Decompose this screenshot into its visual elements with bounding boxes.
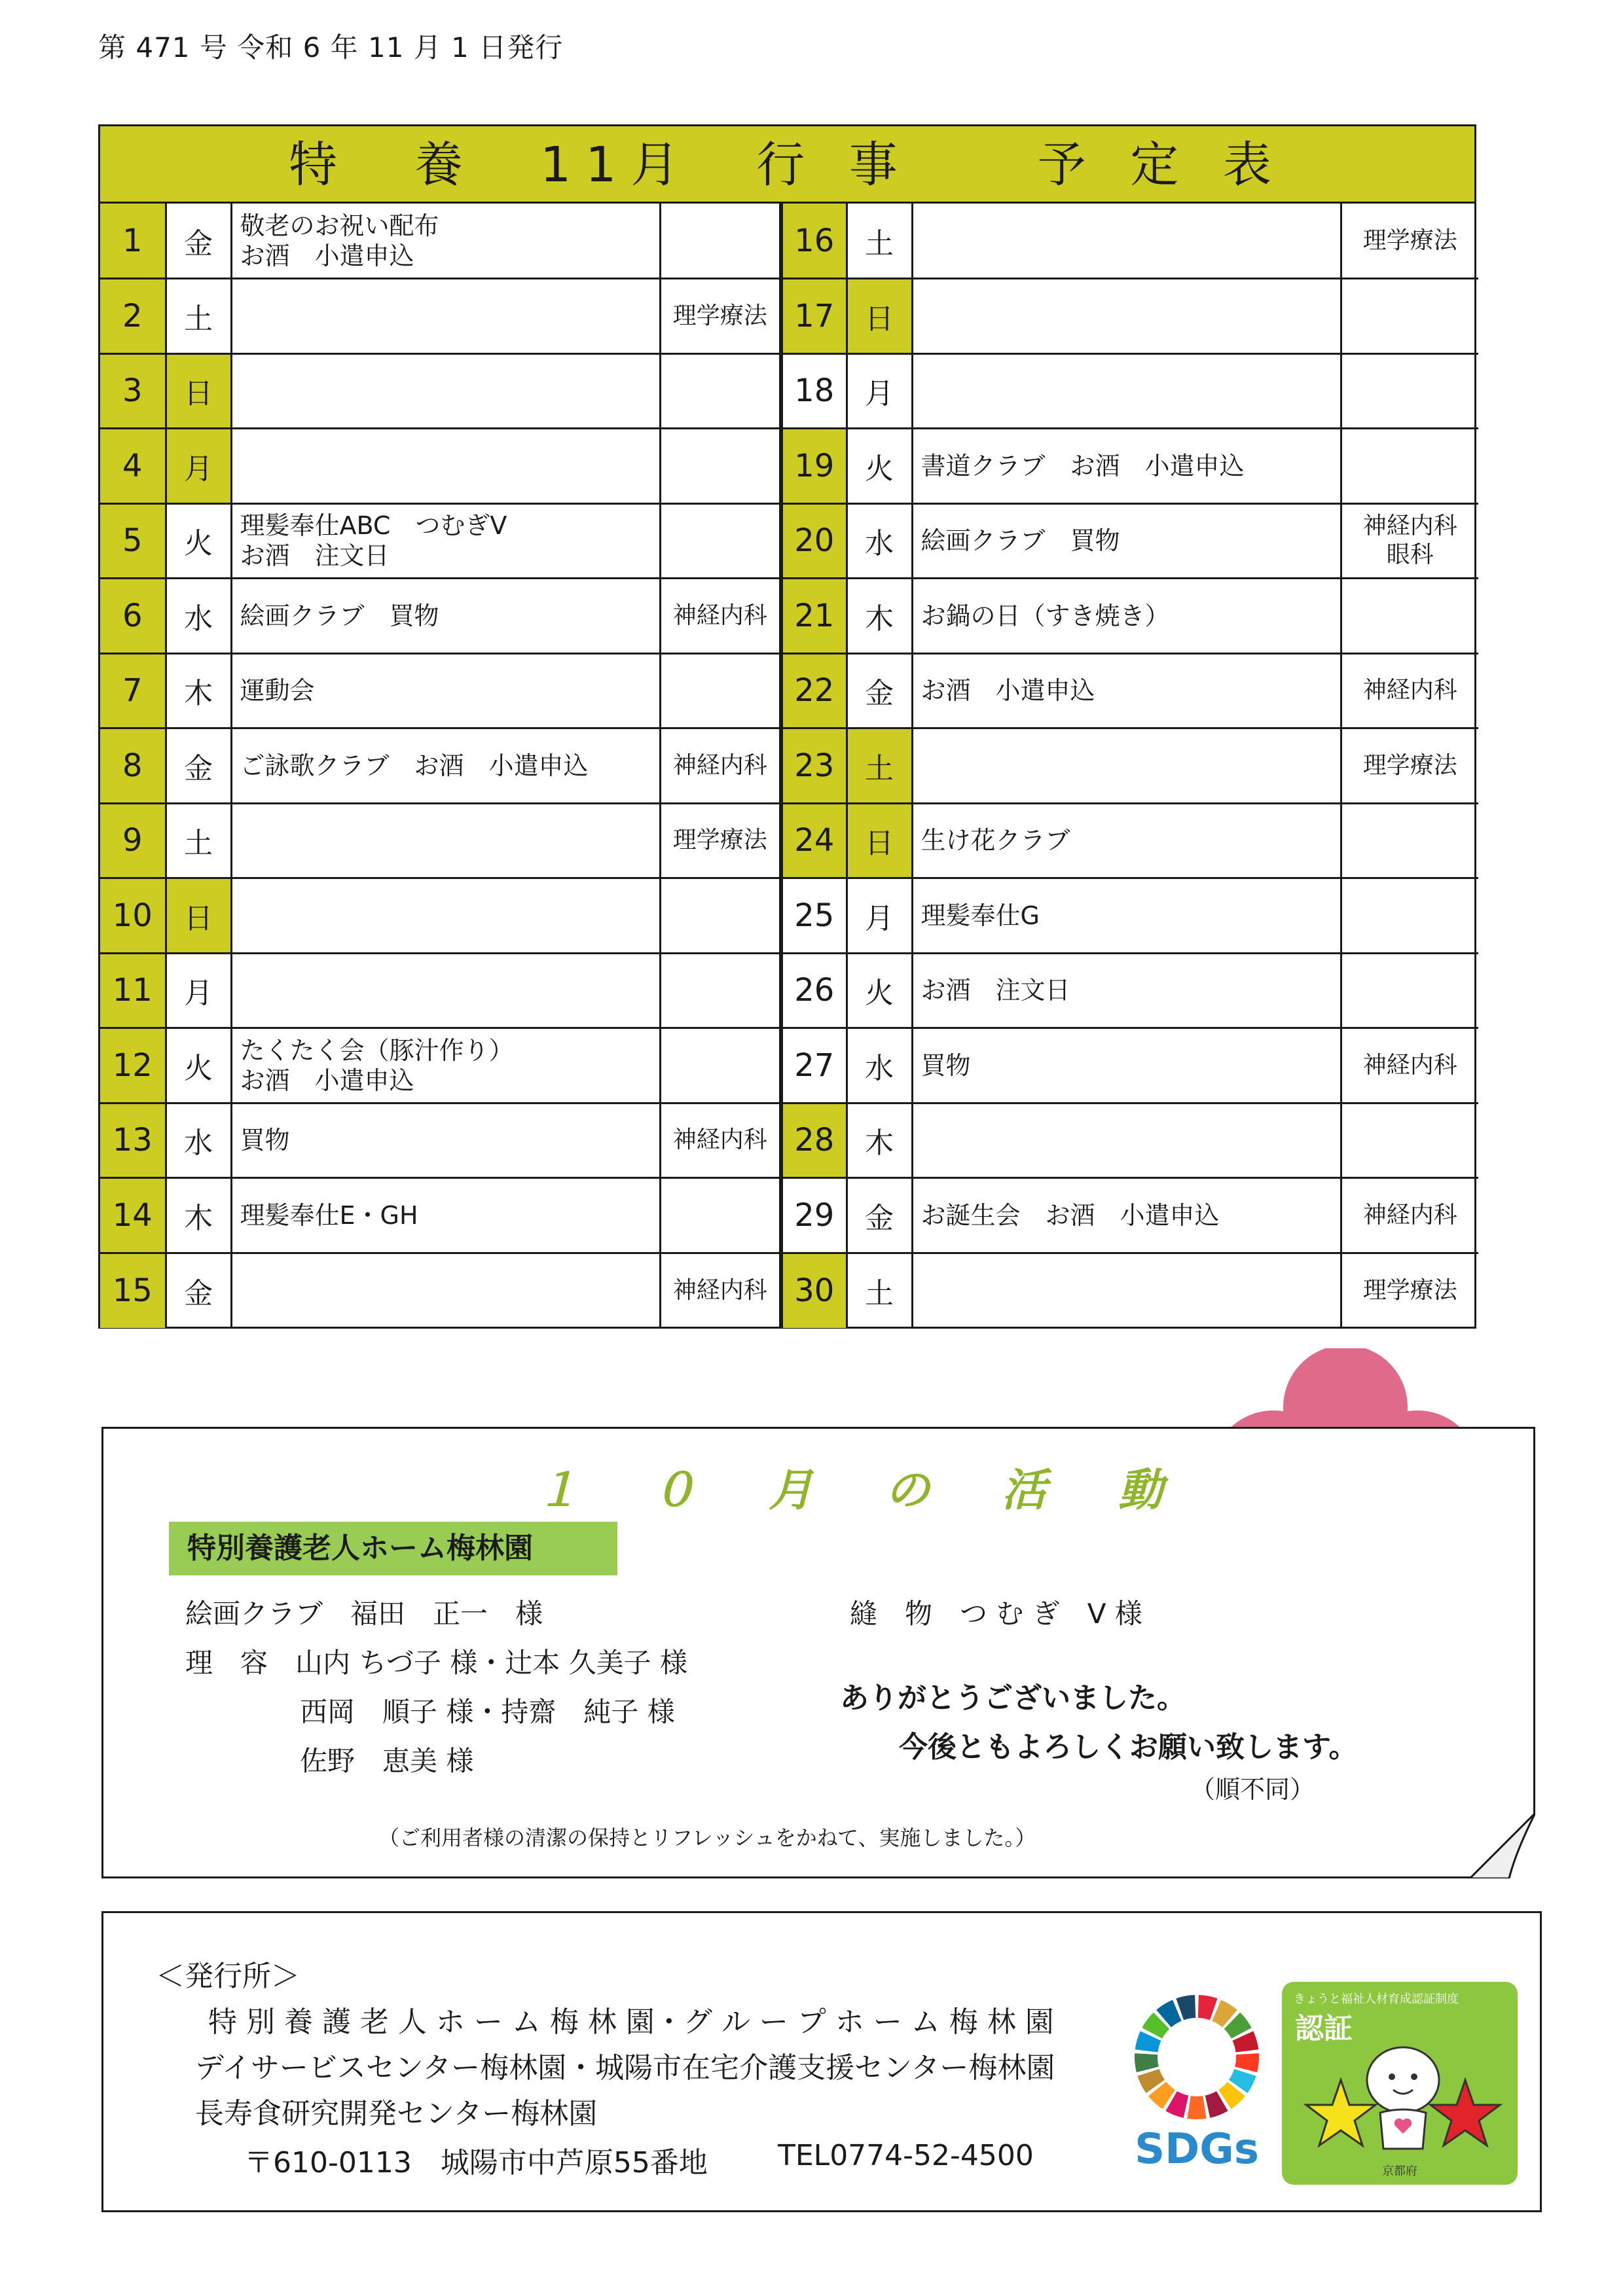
event-cell: 買物 xyxy=(231,1103,660,1178)
schedule-row xyxy=(100,579,1478,654)
event-cell xyxy=(231,1253,660,1328)
event-cell xyxy=(231,429,660,504)
event-cell xyxy=(912,353,1341,429)
sewing-line: 縫 物 つ む ぎ V 様 xyxy=(850,1598,1142,1630)
day-number: 1 xyxy=(100,204,166,279)
day-of-week: 火 xyxy=(166,1028,231,1103)
event-cell: 理髪奉仕E・GH xyxy=(231,1178,660,1253)
sdgs-logo-icon xyxy=(1125,1985,1269,2175)
publisher-line-3: 長寿食研究開発センター梅林園 xyxy=(195,2097,598,2130)
day-number: 7 xyxy=(100,653,166,728)
day-number: 20 xyxy=(781,503,847,579)
day-of-week: 土 xyxy=(166,803,231,878)
note-cell: 理学療法 xyxy=(1341,1253,1478,1328)
note-cell xyxy=(660,353,781,429)
note-cell: 神経内科 xyxy=(660,579,781,654)
day-of-week: 土 xyxy=(847,728,912,804)
day-number: 11 xyxy=(100,953,166,1028)
note-cell xyxy=(660,953,781,1028)
schedule-grid xyxy=(100,204,1478,1328)
day-number: 25 xyxy=(781,878,847,954)
day-of-week: 土 xyxy=(847,204,912,279)
day-of-week: 土 xyxy=(847,1253,912,1328)
event-cell xyxy=(231,353,660,429)
schedule-row xyxy=(100,429,1478,504)
day-of-week: 金 xyxy=(847,653,912,728)
day-of-week: 日 xyxy=(166,878,231,954)
activity-line-2: 理 容 山内 ちづ子 様・辻本 久美子 様 xyxy=(185,1647,687,1679)
note-cell xyxy=(1341,953,1478,1028)
day-of-week: 日 xyxy=(847,803,912,878)
event-cell: お酒 小遣申込 xyxy=(912,653,1341,728)
sdgs-label: SDGs xyxy=(1135,2125,1259,2174)
note-cell: 理学療法 xyxy=(1341,204,1478,279)
day-number: 10 xyxy=(100,878,166,954)
activity-line-3: 西岡 順子 様・持齋 純子 様 xyxy=(300,1696,675,1728)
event-cell: 生け花クラブ xyxy=(912,803,1341,878)
note-cell xyxy=(660,204,781,279)
event-cell: 買物 xyxy=(912,1028,1341,1103)
day-of-week: 木 xyxy=(166,653,231,728)
note-cell xyxy=(1341,429,1478,504)
schedule-row xyxy=(100,1253,1478,1328)
note-cell: 理学療法 xyxy=(660,279,781,354)
note-cell: 理学療法 xyxy=(1341,728,1478,804)
sdgs-wheel-segment xyxy=(1135,2053,1159,2072)
event-cell: たくたく会（豚汁作り） お酒 小遣申込 xyxy=(231,1028,660,1103)
note-cell: 神経内科 xyxy=(1341,1028,1478,1103)
schedule-row xyxy=(100,953,1478,1028)
note-cell: 神経内科 xyxy=(660,1103,781,1178)
day-number: 27 xyxy=(781,1028,847,1103)
event-cell xyxy=(912,1253,1341,1328)
day-number: 30 xyxy=(781,1253,847,1328)
day-number: 15 xyxy=(100,1253,166,1328)
activities-title: １０月の活動 xyxy=(536,1465,1235,1516)
event-cell: ご詠歌クラブ お酒 小遣申込 xyxy=(231,728,660,804)
schedule-table xyxy=(98,124,1476,1329)
event-cell: お鍋の日（すき焼き） xyxy=(912,579,1341,654)
day-number: 9 xyxy=(100,803,166,878)
day-of-week: 金 xyxy=(166,728,231,804)
note-cell xyxy=(1341,878,1478,954)
note-cell: 神経内科 xyxy=(660,1253,781,1328)
schedule-row xyxy=(100,279,1478,354)
day-of-week: 火 xyxy=(847,429,912,504)
event-cell xyxy=(231,279,660,354)
schedule-row xyxy=(100,878,1478,954)
thanks-line-1: ありがとうございました。 xyxy=(840,1681,1186,1715)
cert-small-text: きょうと福祉人材育成認証制度 xyxy=(1294,1992,1459,2006)
day-of-week: 土 xyxy=(166,279,231,354)
issue-line: 第 471 号 令和 6 年 11 月 1 日発行 xyxy=(98,31,564,63)
event-cell xyxy=(231,953,660,1028)
day-of-week: 月 xyxy=(847,353,912,429)
day-of-week: 木 xyxy=(166,1178,231,1253)
day-number: 13 xyxy=(100,1103,166,1178)
publisher-tel: TEL0774-52-4500 xyxy=(778,2139,1034,2172)
publisher-address: 〒610-0113 城陽市中芦原55番地 xyxy=(244,2146,708,2179)
day-of-week: 月 xyxy=(847,878,912,954)
day-of-week: 火 xyxy=(166,503,231,579)
day-of-week: 月 xyxy=(166,429,231,504)
day-number: 8 xyxy=(100,728,166,804)
event-cell xyxy=(912,728,1341,804)
day-number: 19 xyxy=(781,429,847,504)
schedule-row xyxy=(100,1028,1478,1103)
publisher-box xyxy=(101,1911,1542,2212)
day-number: 14 xyxy=(100,1178,166,1253)
publisher-line-2: デイサービスセンター梅林園・城陽市在宅介護支援センター梅林園 xyxy=(195,2051,1055,2085)
schedule-row xyxy=(100,503,1478,579)
event-cell: 敬老のお祝い配布 お酒 小遣申込 xyxy=(231,204,660,279)
note-cell xyxy=(660,429,781,504)
note-cell: 理学療法 xyxy=(660,803,781,878)
event-cell xyxy=(912,204,1341,279)
publisher-line-1: 特 別 養 護 老 人 ホ ー ム 梅 林 園・グ ル ー プ ホ ー ム 梅 林 園 xyxy=(208,2005,1054,2039)
note-cell xyxy=(660,1178,781,1253)
day-of-week: 金 xyxy=(166,204,231,279)
day-number: 28 xyxy=(781,1103,847,1178)
day-number: 16 xyxy=(781,204,847,279)
note-cell xyxy=(1341,353,1478,429)
activities-footnote: （ご利用者様の清潔の保持とリフレッシュをかねて、実施しました。） xyxy=(378,1825,1036,1850)
day-of-week: 月 xyxy=(166,953,231,1028)
day-number: 4 xyxy=(100,429,166,504)
event-cell: お酒 注文日 xyxy=(912,953,1341,1028)
note-cell xyxy=(660,503,781,579)
day-number: 12 xyxy=(100,1028,166,1103)
day-number: 23 xyxy=(781,728,847,804)
day-number: 21 xyxy=(781,579,847,654)
note-cell: 神経内科 xyxy=(660,728,781,804)
order-note: （順不同） xyxy=(1190,1775,1315,1804)
event-cell: 絵画クラブ 買物 xyxy=(912,503,1341,579)
org-name-band: 特別養護老人ホーム梅林園 xyxy=(169,1522,617,1575)
day-number: 5 xyxy=(100,503,166,579)
day-of-week: 日 xyxy=(166,353,231,429)
note-cell: 神経内科 xyxy=(1341,653,1478,728)
schedule-row xyxy=(100,353,1478,429)
day-number: 18 xyxy=(781,353,847,429)
note-cell xyxy=(1341,1103,1478,1178)
day-of-week: 水 xyxy=(847,503,912,579)
day-of-week: 金 xyxy=(847,1178,912,1253)
event-cell xyxy=(231,803,660,878)
event-cell xyxy=(231,878,660,954)
schedule-row xyxy=(100,1103,1478,1178)
thanks-line-2: 今後ともよろしくお願い致します。 xyxy=(899,1731,1358,1764)
publisher-heading: ＜発行所＞ xyxy=(156,1960,300,1993)
event-cell xyxy=(912,1103,1341,1178)
event-cell: お誕生会 お酒 小遣申込 xyxy=(912,1178,1341,1253)
note-cell xyxy=(1341,279,1478,354)
note-cell xyxy=(660,653,781,728)
event-cell xyxy=(912,279,1341,354)
day-of-week: 木 xyxy=(847,1103,912,1178)
schedule-title: 特 養 11月 行 事 予 定 表 xyxy=(100,126,1474,204)
day-number: 22 xyxy=(781,653,847,728)
schedule-row xyxy=(100,1178,1478,1253)
day-of-week: 日 xyxy=(847,279,912,354)
event-cell: 運動会 xyxy=(231,653,660,728)
activity-line-1: 絵画クラブ 福田 正一 様 xyxy=(185,1598,543,1630)
day-number: 26 xyxy=(781,953,847,1028)
day-number: 2 xyxy=(100,279,166,354)
note-cell xyxy=(660,1028,781,1103)
day-of-week: 水 xyxy=(166,579,231,654)
event-cell: 理髪奉仕G xyxy=(912,878,1341,954)
schedule-row xyxy=(100,653,1478,728)
schedule-row xyxy=(100,803,1478,878)
note-cell: 神経内科 眼科 xyxy=(1341,503,1478,579)
day-number: 29 xyxy=(781,1178,847,1253)
day-of-week: 水 xyxy=(166,1103,231,1178)
event-cell: 絵画クラブ 買物 xyxy=(231,579,660,654)
october-activities-box xyxy=(101,1427,1535,1878)
cert-pref: 京都府 xyxy=(1382,2164,1417,2178)
note-cell xyxy=(660,878,781,954)
schedule-row xyxy=(100,728,1478,804)
day-of-week: 金 xyxy=(166,1253,231,1328)
day-number: 3 xyxy=(100,353,166,429)
note-cell: 神経内科 xyxy=(1341,1178,1478,1253)
activity-line-4: 佐野 恵美 様 xyxy=(300,1745,474,1777)
certification-badge-icon xyxy=(1282,1982,1518,2185)
note-cell xyxy=(1341,803,1478,878)
day-number: 6 xyxy=(100,579,166,654)
schedule-row xyxy=(100,204,1478,279)
event-cell: 理髪奉仕ABC つむぎV お酒 注文日 xyxy=(231,503,660,579)
sdgs-wheel-segment xyxy=(1187,2096,1206,2119)
page-curl-icon xyxy=(1470,1813,1535,1878)
day-of-week: 火 xyxy=(847,953,912,1028)
day-number: 24 xyxy=(781,803,847,878)
day-of-week: 水 xyxy=(847,1028,912,1103)
day-of-week: 木 xyxy=(847,579,912,654)
sdgs-wheel-segment xyxy=(1235,2053,1259,2072)
day-number: 17 xyxy=(781,279,847,354)
note-cell xyxy=(1341,579,1478,654)
cert-label: 認証 xyxy=(1295,2012,1353,2045)
event-cell: 書道クラブ お酒 小遣申込 xyxy=(912,429,1341,504)
